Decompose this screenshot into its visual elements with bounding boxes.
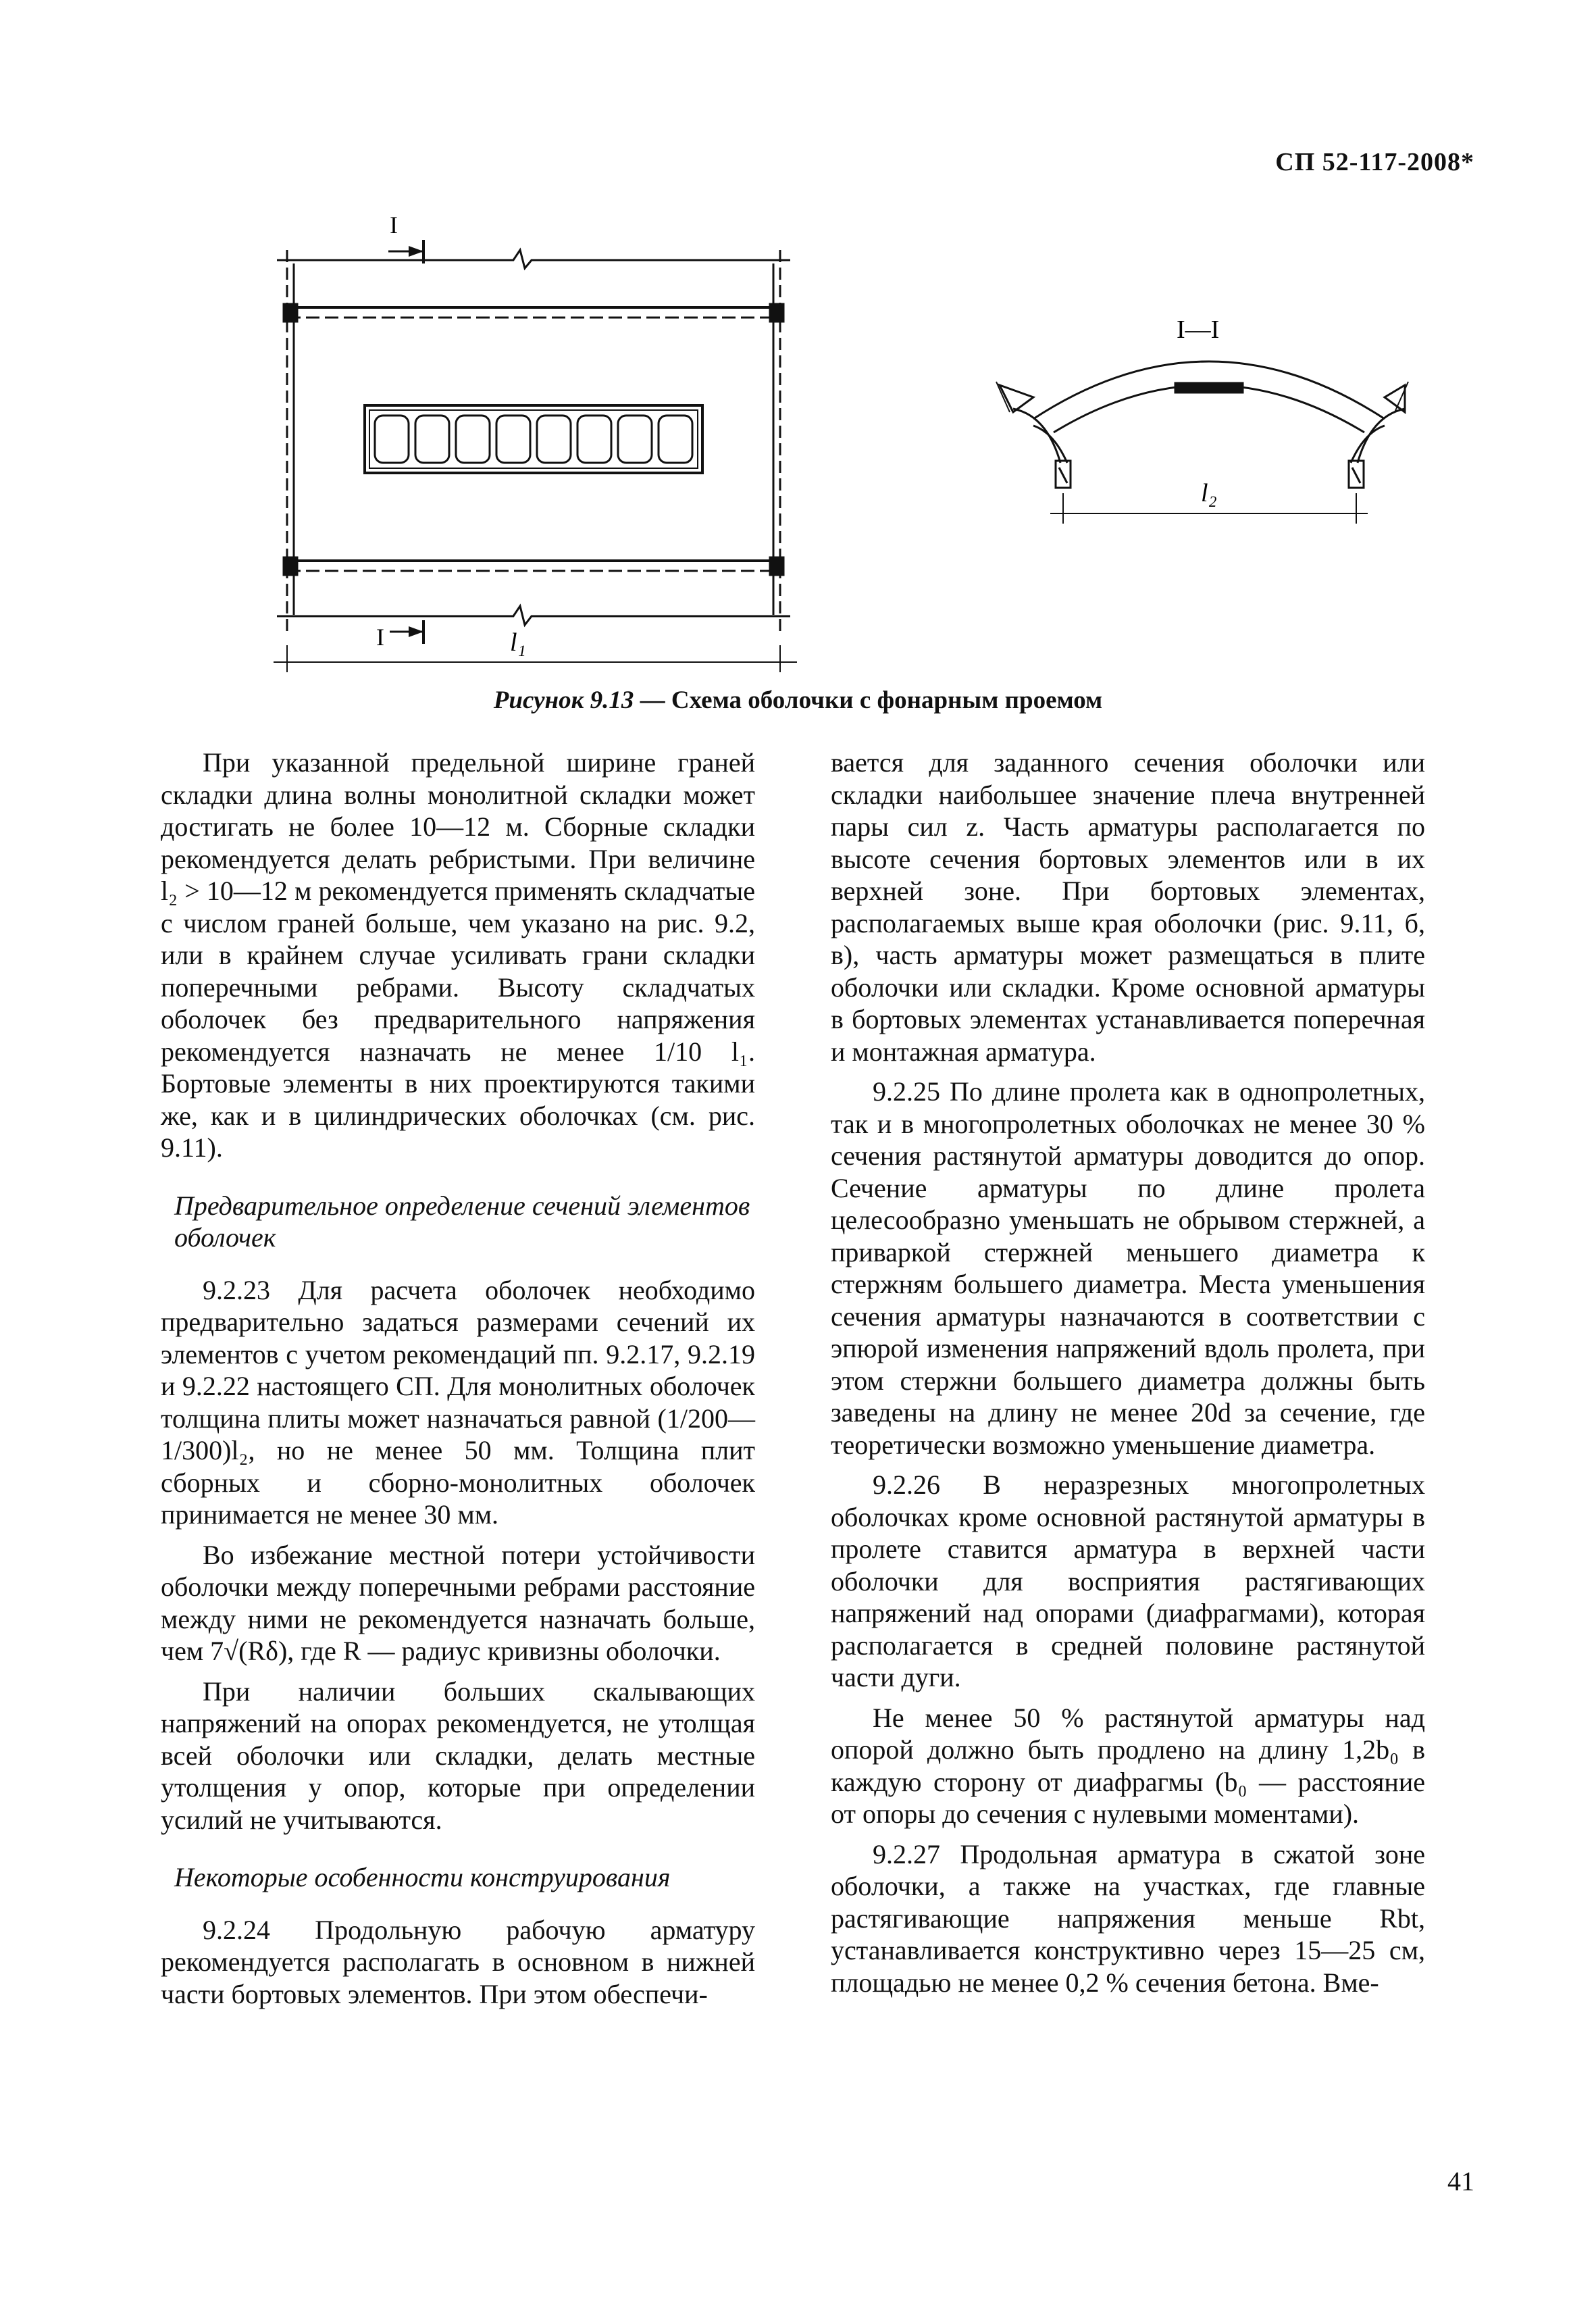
paragraph: 9.2.25 По длине пролета как в однопролетных, так и в многопролетных оболочках не менее 30 % сечения растянутой арматуры доводится до опор. Сечение арматуры по длине пролета целесообразно уменьшать не обрывом стержней, а приваркой стержней меньшего диаметра к стержням большего диаметра. Места уменьшения сечения арматуры назначаются в соответствии с эпюрой изменения напряжений вдоль пролета, при этом стержни большего диаметра должны быть заведены на длину не менее 20d за сечение, где теоретически возможно уменьшение диаметра. xyxy=(831,1076,1425,1460)
paragraph: Во избежание местной потери устойчивости оболочки между поперечными ребрами расстояние между ними не рекомендуется назначать больше, чем 7√(Rδ), где R — радиус кривизны оболочки. xyxy=(161,1539,755,1666)
section-mark-bottom: I xyxy=(376,624,384,651)
section-title: I—I xyxy=(1177,318,1220,344)
section-mark-top: I xyxy=(390,213,398,238)
paragraph: 9.2.27 Продольная арматура в сжатой зоне оболочки, а также на участках, где главные растягивающие напряжения меньше Rbt, устанавливается конструктивно через 15—25 см, площадью не менее 0,2 % сечения бетона. Вме- xyxy=(831,1838,1425,1998)
span-label-l1: l₁ xyxy=(510,628,526,657)
paragraph: 9.2.26 В неразрезных многопролетных оболочках кроме основной растянутой арматуры в пролете ставится арматура в верхней части оболочки для восприятия растягивающих напряжений над опорами (диафрагмами), которая располагается в средней половине растянутой части дуги. xyxy=(831,1469,1425,1692)
caption-text: — Схема оболочки с фонарным проемом xyxy=(634,686,1103,714)
left-column xyxy=(161,747,755,2010)
document-code: СП 52-117-2008* xyxy=(1275,148,1474,176)
paragraph: 9.2.24 Продольную рабочую арматуру рекомендуется располагать в основном в нижней части бортовых элементов. При этом обеспечи- xyxy=(161,1914,755,2009)
shell-section-drawing xyxy=(993,318,1412,540)
paragraph: Не менее 50 % растянутой арматуры над опорой должно быть продлено на длину 1,2b₀ в каждую сторону от диафрагмы (b₀ — расстояние от опоры до сечения с нулевыми моментами). xyxy=(831,1702,1425,1829)
section-heading: Некоторые особенности конструирования xyxy=(174,1862,671,1892)
paragraph: При наличии больших скалывающих напряжений на опорах рекомендуется, не утолщая всей оболочки или складки, делать местные утолщения у опор, которые при определении усилий не учитываются. xyxy=(161,1676,755,1835)
shell-plan-drawing xyxy=(274,213,814,686)
paragraph: вается для заданного сечения оболочки или складки наибольшее значение плеча внутренней пары сил z. Часть арматуры располагается по высоте сечения бортовых элементов или в их верхней зоне. При бортовых элементах, располагаемых выше края оболочки (рис. 9.11, б, в), часть арматуры может размещаться в плите оболочки или складки. Кроме основной арматуры в бортовых элементах устанавливается поперечная и монтажная арматура. xyxy=(831,747,1425,1067)
right-column xyxy=(831,747,1425,1998)
figure-caption xyxy=(0,686,1596,715)
span-label-l2: l₂ xyxy=(1201,479,1217,507)
page-number: 41 xyxy=(1447,2166,1474,2196)
paragraph: 9.2.23 Для расчета оболочек необходимо предварительно задаться размерами сечений их элементов с учетом рекомендаций пп. 9.2.17, 9.2.19 и 9.2.22 настоящего СП. Для монолитных оболочек толщина плиты может назначаться равной (1/200—1/300)l₂, но не менее 50 мм. Толщина плит сборных и сборно-монолитных оболочек принимается не менее 30 мм. xyxy=(161,1274,755,1530)
section-heading: Предварительное определение сечений элементов оболочек xyxy=(174,1190,750,1253)
caption-number: Рисунок 9.13 xyxy=(493,686,634,714)
paragraph: При указанной предельной ширине граней складки длина волны монолитной складки может достигать не более 10—12 м. Сборные складки рекомендуется делать ребристыми. При величине l₂ > 10—12 м рекомендуется применять складчатые с числом граней больше, чем указано на рис. 9.2, или в крайнем случае усиливать грани складки поперечными ребрами. Высоту складчатых оболочек без предварительного напряжения рекомендуется назначать не менее 1/10 l₁. Бортовые элементы в них проектируются такими же, как и в цилиндрических оболочках (см. рис. 9.11). xyxy=(161,747,755,1163)
